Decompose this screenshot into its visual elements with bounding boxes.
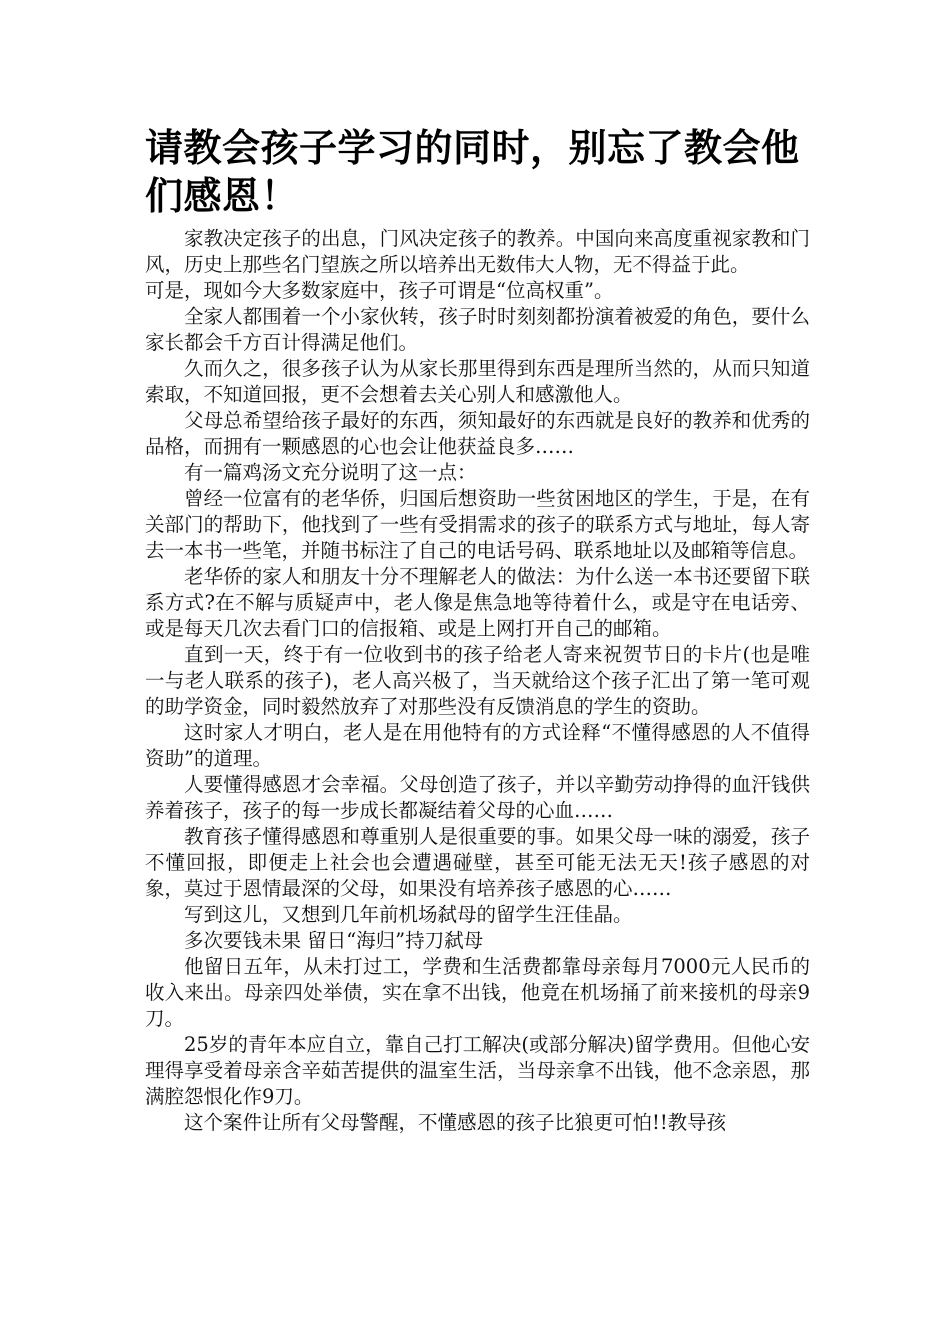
paragraph: 人要懂得感恩才会幸福。父母创造了孩子，并以辛勤劳动挣得的血汗钱供养着孩子，孩子的每一步成长都凝结着父母的心血…… <box>145 773 810 822</box>
paragraph: 他留日五年，从未打过工，学费和生活费都靠母亲每月7000元人民币的收入来出。母亲四处举债，实在拿不出钱，他竟在机场捅了前来接机的母亲9刀。 <box>145 955 810 1030</box>
paragraph: 这个案件让所有父母警醒，不懂感恩的孩子比狼更可怕!!教导孩 <box>184 1111 727 1134</box>
paragraph: 有一篇鸡汤文充分说明了这一点： <box>184 461 477 484</box>
paragraph: 老华侨的家人和朋友十分不理解老人的做法：为什么送一本书还要留下联系方式?在不解与质疑声中，老人像是焦急地等待着什么，或是守在电话旁、或是每天几次去看门口的信报箱、或是上网打开自己的邮箱。 <box>145 565 810 640</box>
paragraph: 教育孩子懂得感恩和尊重别人是很重要的事。如果父母一味的溺爱，孩子不懂回报，即便走上社会也会遭遇碰壁，甚至可能无法无天!孩子感恩的对象，莫过于恩情最深的父母，如果没有培养孩子感恩的心…… <box>145 825 810 900</box>
paragraph: 可是，现如今大多数家庭中，孩子可谓是“位高权重”。 <box>145 279 614 302</box>
paragraph: 直到一天，终于有一位收到书的孩子给老人寄来祝贺节日的卡片(也是唯一与老人联系的孩子)，老人高兴极了，当天就给这个孩子汇出了第一笔可观的助学资金，同时毅然放弃了对那些没有反馈消息的学生的资助。 <box>145 643 810 718</box>
document-page <box>145 124 810 1136</box>
paragraph: 写到这儿，又想到几年前机场弑母的留学生汪佳晶。 <box>184 903 633 926</box>
paragraph: 25岁的青年本应自立，靠自己打工解决(或部分解决)留学费用。但他心安理得享受着母亲含辛茹苦提供的温室生活，当母亲拿不出钱，他不念亲恩，那满腔怨恨化作9刀。 <box>145 1033 810 1108</box>
paragraph: 曾经一位富有的老华侨，归国后想资助一些贫困地区的学生，于是，在有关部门的帮助下，他找到了一些有受捐需求的孩子的联系方式与地址，每人寄去一本书一些笔，并随书标注了自己的电话号码、联系地址以及邮箱等信息。 <box>145 487 810 562</box>
article-body <box>145 226 810 1136</box>
paragraph: 这时家人才明白，老人是在用他特有的方式诠释“不懂得感恩的人不值得资助”的道理。 <box>145 721 810 770</box>
article-title: 请教会孩子学习的同时，别忘了教会他们感恩！ <box>145 125 800 218</box>
paragraph: 久而久之，很多孩子认为从家长那里得到东西是理所当然的，从而只知道索取，不知道回报，更不会想着去关心别人和感激他人。 <box>145 357 810 406</box>
section-heading: 多次要钱未果 留日“海归”持刀弑母 <box>184 929 484 952</box>
paragraph: 家教决定孩子的出息，门风决定孩子的教养。中国向来高度重视家教和门风，历史上那些名门望族之所以培养出无数伟大人物，无不得益于此。 <box>145 227 810 276</box>
paragraph: 父母总希望给孩子最好的东西，须知最好的东西就是良好的教养和优秀的品格，而拥有一颗感恩的心也会让他获益良多…… <box>145 409 810 458</box>
paragraph: 全家人都围着一个小家伙转，孩子时时刻刻都扮演着被爱的角色，要什么家长都会千方百计得满足他们。 <box>145 305 810 354</box>
